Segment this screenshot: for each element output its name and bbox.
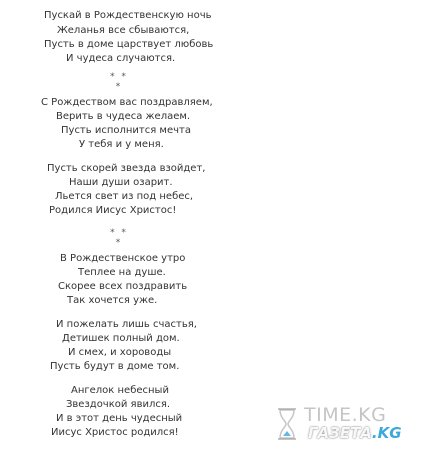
poem-line: Льется свет из под небес, [55,191,194,202]
watermark-time-text: TIME.KG [304,404,387,426]
poem-line: Желанья все сбываются, [57,25,190,36]
watermark-gazeta-text [308,424,402,442]
poem-line: С Рождеством вас поздравляем, [41,97,213,108]
poem-line: Пусть скорей звезда взойдет, [47,163,206,174]
poem-line: Пусть исполнится мечта [61,125,191,136]
poem-line: И в этот день чудесный [56,413,183,424]
poem-line: Наши души озарит. [69,177,173,188]
poem-line: Верить в чудеса желаем. [56,111,191,122]
poem-line: Так хочется уже. [67,295,158,306]
poem-line: Пусть будут в доме том. [50,361,180,372]
watermark-gazeta-word: ГАЗЕТА [308,424,372,442]
poem-line: И пожелать лишь счастья, [56,319,197,330]
poem-line: У тебя и у меня. [79,139,164,150]
watermark-gazeta-suffix: .KG [371,424,402,442]
poem-line: Детишек полный дом. [62,333,180,344]
watermark [268,398,424,450]
stanza-separator: * * * [110,228,128,248]
poem-line: Иисус Христос родился! [51,427,179,438]
poem-line: И чудеса случаются. [66,53,176,64]
poem-line: И смех, и хороводы [68,347,172,358]
poem-line: Теплее на душе. [78,267,166,278]
stanza-separator: * * * [110,72,128,92]
poem-line: Пусть в доме царствует любовь [44,39,214,50]
poem-line: Скорее всех поздравить [58,281,188,292]
poem-line: В Рождественское утро [60,253,186,264]
poem-line: Пускай в Рождественскую ночь [44,10,212,21]
hourglass-icon [272,406,302,442]
poem-line: Родился Иисус Христос! [49,205,177,216]
poem-line: Ангелок небесный [71,385,169,396]
poem-line: Звездочкой явился. [66,399,171,410]
